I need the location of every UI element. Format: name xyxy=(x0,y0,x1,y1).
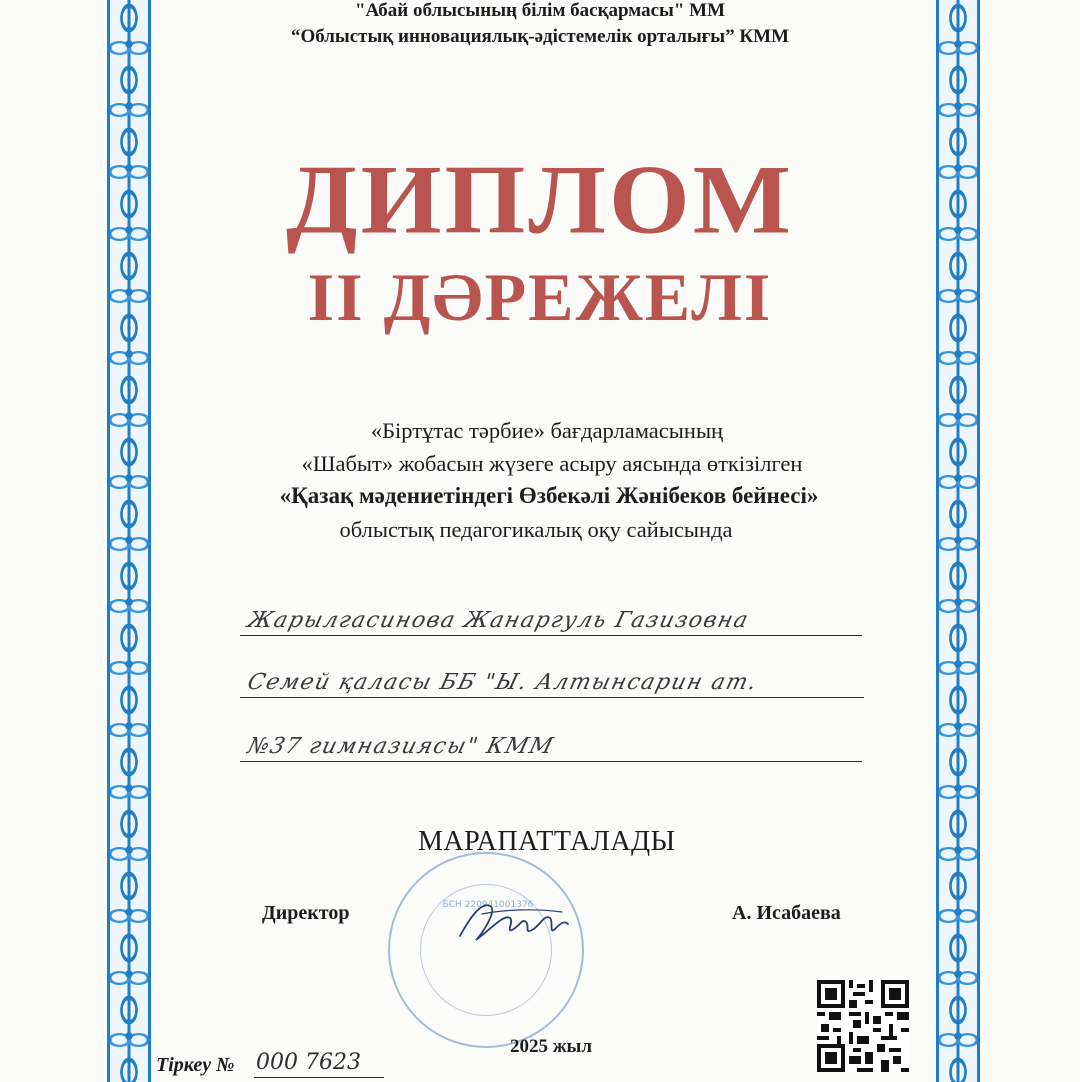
registration-number: 000 7623 xyxy=(254,1050,384,1078)
recipient-school-1: Семей қаласы ББ "Ы. Алтынсарин ат. xyxy=(244,670,761,695)
recipient-school-line-1 xyxy=(240,658,864,698)
issuer-line-1: "Абай облысының білім басқармасы" ММ xyxy=(354,0,726,21)
recipient-school-2: №37 гимназиясы" КММ xyxy=(244,734,557,759)
issuer-line-2: “Облыстық инновациялық-әдістемелік орталығы” КММ xyxy=(290,26,790,47)
director-name: А. Исабаева xyxy=(732,902,841,924)
recipient-name: Жарылгасинова Жанаргуль Газизовна xyxy=(244,608,752,633)
director-label: Директор xyxy=(262,902,350,924)
awarded-text: МАРАПАТТАЛАДЫ xyxy=(418,826,676,857)
diploma-title: ДИПЛОМ xyxy=(286,144,794,255)
body-line-1: «Біртұтас тәрбие» бағдарламасының xyxy=(370,418,724,443)
registration-number-block xyxy=(156,1050,388,1082)
body-line-4: облыстық педагогикалық оқу сайысында xyxy=(339,517,733,542)
diploma-degree: ІІ ДӘРЕЖЕЛІ xyxy=(307,259,773,335)
director-signature xyxy=(452,884,572,958)
recipient-school-line-2 xyxy=(240,722,862,762)
stamp-text: БСН 220941001376 xyxy=(442,900,534,910)
recipient-name-line xyxy=(240,596,862,636)
qr-code-icon xyxy=(817,980,909,1072)
body-line-2: «Шабыт» жобасын жүзеге асыру аясында өткізілген xyxy=(301,451,803,476)
registration-label: Тіркеу № xyxy=(156,1054,235,1076)
issue-year: 2025 жыл xyxy=(510,1036,593,1057)
contest-title: «Қазақ мәдениетіндегі Өзбекәлі Жәнібеков бейнесі» xyxy=(279,483,819,508)
